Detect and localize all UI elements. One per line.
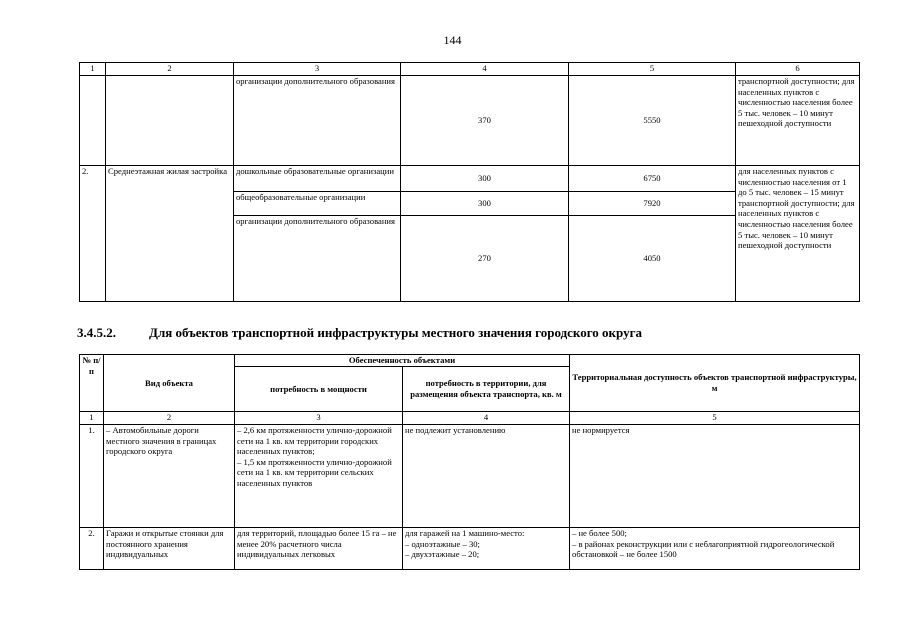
- row-number: 2.: [80, 528, 104, 570]
- accessibility-text: не нормируется: [570, 425, 860, 528]
- header-object-type: Вид объекта: [104, 355, 235, 412]
- list-item: – одноэтажные – 30;: [405, 538, 480, 549]
- accessibility-text: для населенных пунктов с численностью населения от 1 до 5 тыс. человек – 15 минут транспортной доступности; для населенных пунктов с численностью населения более 5 тыс. человек – 10 минут пешеходной доступности: [736, 166, 860, 302]
- territory-requirement: не подлежит установлению: [403, 425, 570, 528]
- table-row: [80, 425, 860, 528]
- header-territory: потребность в территории, для размещения объекта транспорта, кв. м: [403, 367, 570, 412]
- row-number: [80, 76, 106, 166]
- col-number: 2: [106, 63, 234, 76]
- object-type: Среднеэтажная жилая застройка: [106, 166, 234, 302]
- col-number: 2: [104, 412, 235, 425]
- section-number: 3.4.5.2.: [77, 325, 116, 340]
- col-number: 3: [234, 63, 401, 76]
- col-number: 6: [736, 63, 860, 76]
- list-item: – в районах реконструкции или с неблагоприятной гидрогеологической обстановкой – не более 1500: [572, 538, 835, 560]
- list-item: – 2,6 км протяженности улично-дорожной сети на 1 кв. км территории городских населенных пунктов;: [237, 425, 392, 457]
- col-number: 1: [80, 412, 104, 425]
- territory-requirement: [403, 528, 570, 570]
- col-number: 4: [403, 412, 570, 425]
- facility-name: организации дополнительного образования: [234, 76, 401, 166]
- object-type: – Автомобильные дороги местного значения в границах городского округа: [104, 425, 235, 528]
- capacity-value: 300: [401, 192, 569, 216]
- accessibility-text: [570, 528, 860, 570]
- transport-infrastructure-table: [79, 354, 860, 570]
- capacity-requirement: [235, 425, 403, 528]
- section-title: Для объектов транспортной инфраструктуры местного значения городского округа: [149, 325, 643, 340]
- col-number: 5: [569, 63, 736, 76]
- col-number: 4: [401, 63, 569, 76]
- table-row: [80, 76, 860, 166]
- row-number: 1.: [80, 425, 104, 528]
- row-number: 2.: [80, 166, 106, 302]
- header-number: № п/п: [80, 355, 104, 412]
- area-value: 4050: [569, 216, 736, 302]
- area-value: 7920: [569, 192, 736, 216]
- provision-table-continued: [79, 62, 860, 302]
- page-number: 144: [443, 33, 462, 47]
- header-accessibility: Территориальная доступность объектов транспортной инфраструктуры, м: [570, 355, 860, 412]
- col-number: 1: [80, 63, 106, 76]
- list-item: – не более 500;: [572, 528, 627, 538]
- table-row: [80, 166, 860, 192]
- col-number: 3: [235, 412, 403, 425]
- section-heading: [77, 325, 642, 341]
- list-item: – 1,5 км протяженности улично-дорожной сети на 1 кв. км территории сельских населенных пунктов: [237, 456, 392, 488]
- object-type: Гаражи и открытые стоянки для постоянного хранения индивидуальных: [104, 528, 235, 570]
- column-numbers-row: [80, 412, 860, 425]
- area-value: 5550: [569, 76, 736, 166]
- header-capacity: потребность в мощности: [235, 367, 403, 412]
- column-numbers-row: [80, 63, 860, 76]
- accessibility-text: транспортной доступности; для населенных пунктов с численностью населения более 5 тыс. человек – 10 минут пешеходной доступности: [736, 76, 860, 166]
- facility-name: дошкольные образовательные организации: [234, 166, 401, 192]
- col-number: 5: [570, 412, 860, 425]
- capacity-value: 300: [401, 166, 569, 192]
- facility-name: общеобразовательные организации: [234, 192, 401, 216]
- capacity-value: 270: [401, 216, 569, 302]
- capacity-requirement: для территорий, площадью более 15 га – не менее 20% расчетного числа индивидуальных легковых: [235, 528, 403, 570]
- facility-name: организации дополнительного образования: [234, 216, 401, 302]
- list-item: для гаражей на 1 машино-место:: [405, 528, 525, 538]
- object-type: [106, 76, 234, 166]
- capacity-value: 370: [401, 76, 569, 166]
- table-row: [80, 528, 860, 570]
- header-provision: Обеспеченность объектами: [235, 355, 570, 367]
- area-value: 6750: [569, 166, 736, 192]
- list-item: – двухэтажные – 20;: [405, 549, 480, 560]
